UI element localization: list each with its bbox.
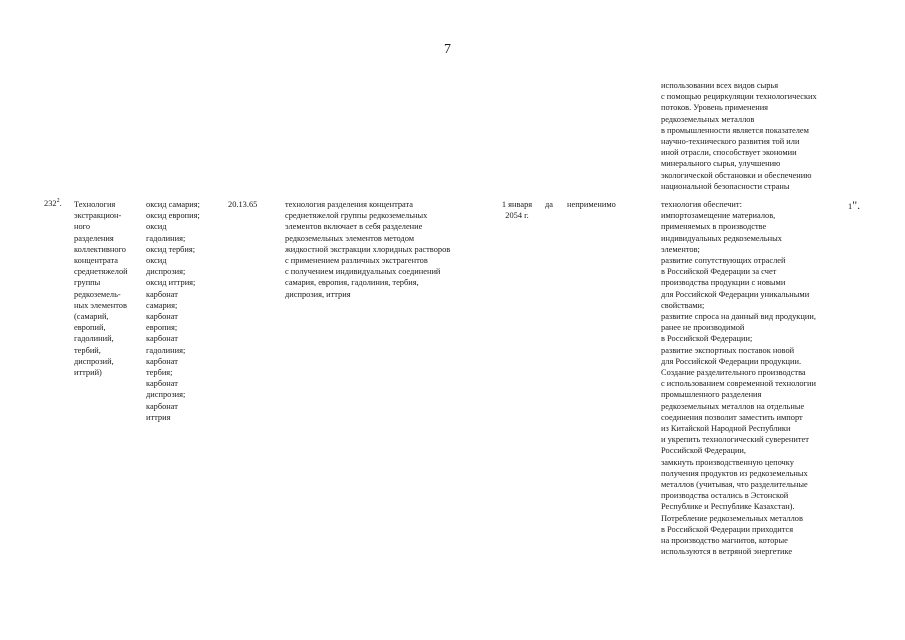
date-cell: 1 января 2054 г. xyxy=(501,200,533,221)
continued-effect-text: использовании всех видов сырья с помощью рециркуляции технологических потоков. Уровень применения редкоземельных металлов в промышленности является показателем научно-технического развития той или иной отрасли, способствует экономии минерального сырья, улучшению экологической обстановки и обеспечению национальной безопасности страны xyxy=(661,81,817,191)
page-number: 7 xyxy=(444,42,451,57)
closing-quote-base: 1 xyxy=(848,202,853,211)
closing-quote-mark: ". xyxy=(852,198,861,212)
row-number-base: 232 xyxy=(44,198,57,208)
closing-quote xyxy=(848,199,860,212)
row-number xyxy=(44,196,70,209)
row-number-suffix: . xyxy=(59,198,62,208)
effect-cell: технология обеспечит: импортозамещение материалов, применяемых в производстве индивидуальных редкоземельных элементов; развитие сопутствующих отраслей в Российской Федерации за счет производства продукции с новыми для Российской Федерации уникальными свойствами; развитие спроса на данный вид продукции, ранее не производимой в Российской Федерации; развитие экспортных поставок новой для Российской Федерации продукции. Создание разделительного производства с использованием современной технологии промышленного разделения редкоземельных металлов на отдельные соединения позволит заместить импорт из Китайской Народной Республики и укрепить технологический суверенитет Российской Федерации, замкнуть производственную цепочку получения продуктов из редкоземельных металлов (учитывая, что разделительные производства остались в Эстонской Республике и Республике Казахстан). Потребление редкоземельных металлов в Российской Федерации приходится на производство магнитов, которые используются в ветряной энергетике xyxy=(661,200,816,557)
technology-name-cell: Технология экстракцион- ного разделения коллективного концентрата среднетяжелой группы редкоземель- ных элементов (самарий, европий, гадолиний, тербий, диспрозий, иттрий) xyxy=(74,200,128,378)
okpd-code-cell: 20.13.65 xyxy=(228,200,258,209)
row-number-superscript: 2 xyxy=(56,198,60,204)
technology-description-cell: технология разделения концентрата среднетяжелой группы редкоземельных элементов включает в себя разделение редкоземельных элементов методом жидкостной экстракции хлоридных растворов с применением различных экстрагентов с получением индивидуальных соединений самария, европия, гадолиния, тербия, диспрозия, иттрия xyxy=(285,200,451,299)
flag-cell: да xyxy=(545,200,553,209)
materials-cell: оксид самария; оксид европия; оксид гадолиния; оксид тербия; оксид диспрозия; оксид иттрия; карбонат самария; карбонат европия; карбонат гадолиния; карбонат тербия; карбонат диспрозия; карбонат иттрия xyxy=(146,200,200,422)
applicability-cell: неприменимо xyxy=(567,200,616,209)
